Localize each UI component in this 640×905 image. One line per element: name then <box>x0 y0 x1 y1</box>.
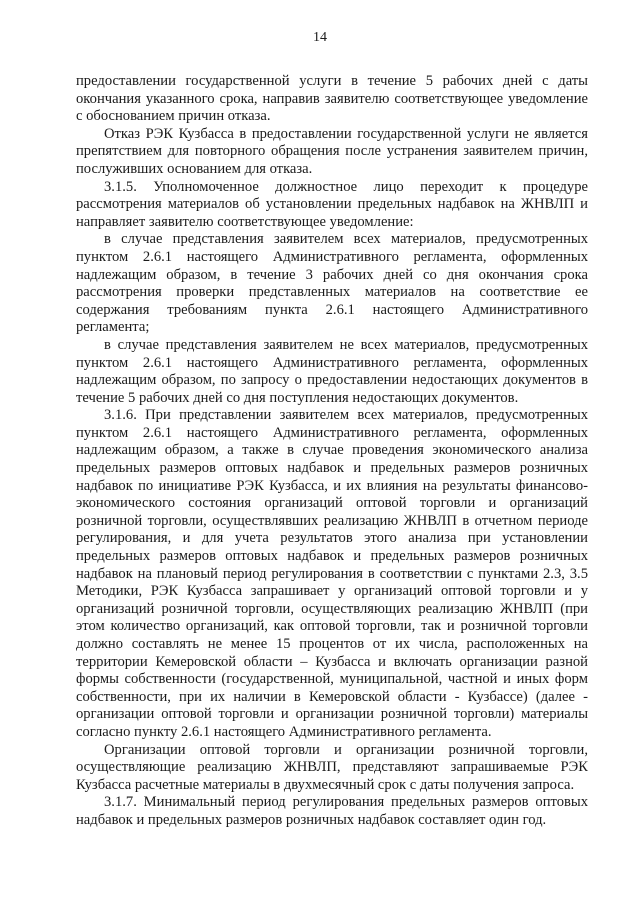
paragraph-organizations: Организации оптовой торговли и организации розничной торговли, осуществляющие реализацию ЖНВЛП, представляют запрашиваемые РЭК Кузбасса расчетные материалы в двухмесячный срок с даты получения запроса. <box>76 741 588 793</box>
paragraph-case-all-materials: в случае представления заявителем всех материалов, предусмотренных пунктом 2.6.1 настоящего Административного регламента, оформленных надлежащим образом, в течение 3 рабочих дней со дня окончания срока рассмотрения проверки представленных материалов на соответствие ее содержания требованиям пункта 2.6.1 настоящего Административного регламента; <box>76 231 588 336</box>
paragraph-case-missing-materials: в случае представления заявителем не всех материалов, предусмотренных пунктом 2.6.1 настоящего Административного регламента, оформленных надлежащим образом, по запросу о предоставлении недостающих документов в течение 5 рабочих дней со дня поступления недостающих документов. <box>76 336 588 406</box>
paragraph-3-1-7: 3.1.7. Минимальный период регулирования предельных размеров оптовых надбавок и предельных размеров розничных надбавок составляет один год. <box>76 794 588 828</box>
paragraph-3-1-5: 3.1.5. Уполномоченное должностное лицо переходит к процедуре рассмотрения материалов об установлении предельных надбавок на ЖНВЛП и направляет заявителю соответствующее уведомление: <box>76 178 588 230</box>
paragraph-3-1-6: 3.1.6. При представлении заявителем всех материалов, предусмотренных пунктом 2.6.1 настоящего Административного регламента, оформленных надлежащим образом, а также в случае проведения экономического анализа предельных размеров оптовых надбавок и предельных размеров розничных надбавок по инициативе РЭК Кузбасса, и их влияния на результаты финансово-экономического состояния организаций оптовой торговли и организаций розничной торговли, осуществлявших реализацию ЖНВЛП в отчетном периоде регулирования, и для учета результатов этого анализа при установлении предельных размеров оптовых надбавок и предельных размеров розничных надбавок на плановый период регулирования в соответствии с пунктами 2.3, 3.5 Методики, РЭК Кузбасса запрашивает у организаций оптовой торговли и у организаций розничной торговли, осуществляющих реализацию ЖНВЛП (при этом количество организаций, как оптовой торговли, так и розничной торговли должно составлять не менее 15 процентов от их числа, расположенных на территории Кемеровской области – Кузбасса и включать организации разной формы собственности (государственной, муниципальной, частной и иных форм собственности, при их наличии в Кемеровской области - Кузбассе) (далее - организации оптовой торговли и организации розничной торговли) материалы согласно пункту 2.6.1 настоящего Административного регламента. <box>76 407 588 740</box>
page-number: 14 <box>313 30 327 45</box>
paragraph-refusal: Отказ РЭК Кузбасса в предоставлении государственной услуги не является препятствием для повторного обращения после устранения заявителем причин, послуживших основанием для отказа. <box>76 125 588 177</box>
paragraph-continuation: предоставлении государственной услуги в течение 5 рабочих дней с даты окончания указанного срока, направив заявителю соответствующее уведомление с обоснованием причин отказа. <box>76 73 588 125</box>
document-body <box>76 73 588 830</box>
